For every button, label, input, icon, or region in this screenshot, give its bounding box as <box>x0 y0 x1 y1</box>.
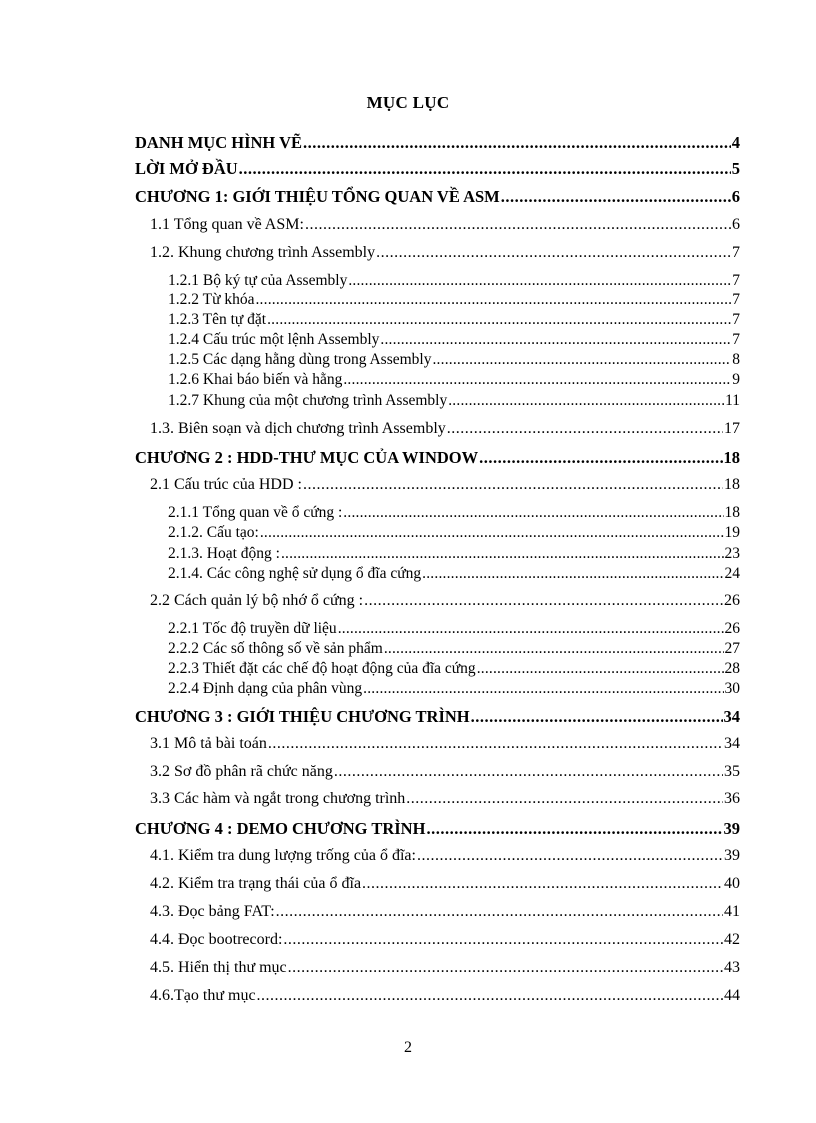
toc-entry-text: 1.2.5 Các dạng hằng dùng trong Assembly <box>168 351 432 368</box>
toc-entry-text: 2.2 Cách quản lý bộ nhớ ổ cứng : <box>150 592 364 609</box>
toc-leader-dots <box>376 244 731 262</box>
toc-entry-page: 9 <box>732 371 740 388</box>
toc-leader-dots <box>281 545 724 563</box>
toc-entry[interactable] <box>168 524 740 542</box>
toc-entry-text: CHƯƠNG 1: GIỚI THIỆU TỔNG QUAN VỀ ASM <box>135 187 500 206</box>
toc-entry-page: 7 <box>732 291 740 308</box>
toc-leader-dots <box>334 763 723 781</box>
toc-leader-dots <box>422 565 723 583</box>
toc-leader-dots <box>479 448 722 468</box>
toc-entry-text: 2.2.1 Tốc độ truyền dữ liệu <box>168 620 337 637</box>
toc-leader-dots <box>362 875 723 893</box>
toc-entry-text: CHƯƠNG 2 : HDD-THƯ MỤC CỦA WINDOW <box>135 448 479 467</box>
toc-entry[interactable] <box>150 847 740 865</box>
toc-entry-text: 1.2.6 Khai báo biến và hằng <box>168 371 343 388</box>
toc-entry[interactable] <box>135 133 740 153</box>
toc-leader-dots <box>255 291 731 309</box>
toc-entry-page: 44 <box>724 987 740 1004</box>
toc-entry[interactable] <box>150 216 740 234</box>
toc-entry-text: CHƯƠNG 3 : GIỚI THIỆU CHƯƠNG TRÌNH <box>135 707 470 726</box>
toc-entry-page: 18 <box>723 448 740 467</box>
toc-entry-text: 4.4. Đọc bootrecord: <box>150 931 283 948</box>
toc-entry[interactable] <box>150 959 740 977</box>
toc-entry[interactable] <box>168 680 740 698</box>
toc-leader-dots <box>477 660 724 678</box>
toc-entry-page: 6 <box>732 216 740 233</box>
toc-leader-dots <box>338 620 724 638</box>
toc-entry-text: 3.1 Mô tả bài toán <box>150 735 267 752</box>
toc-leader-dots <box>363 680 723 698</box>
toc-entry-text: 2.2.4 Định dạng của phân vùng <box>168 680 363 697</box>
toc-leader-dots <box>384 640 724 658</box>
toc-leader-dots <box>276 903 723 921</box>
toc-leader-dots <box>257 987 723 1005</box>
toc-entry-page: 28 <box>724 660 740 677</box>
toc-entry-text: 2.1.2. Cấu tạo: <box>168 524 259 541</box>
toc-entry-text: 1.2.7 Khung của một chương trình Assembly <box>168 392 448 409</box>
toc-entry[interactable] <box>168 545 740 563</box>
toc-entry[interactable] <box>135 819 740 839</box>
toc-leader-dots <box>343 504 723 522</box>
toc-entry[interactable] <box>135 159 740 179</box>
toc-entry[interactable] <box>150 987 740 1005</box>
toc-entry-page: 24 <box>724 565 740 582</box>
toc-entry-text: 4.2. Kiểm tra trạng thái của ổ đĩa <box>150 875 362 892</box>
toc-entry-page: 34 <box>724 735 740 752</box>
toc-entry[interactable] <box>150 476 740 494</box>
toc-entry-text: 2.1.3. Hoạt động : <box>168 545 280 562</box>
toc-entry[interactable] <box>150 420 740 438</box>
toc-entry[interactable] <box>168 311 740 329</box>
toc-leader-dots <box>417 847 723 865</box>
toc-entry[interactable] <box>168 351 740 369</box>
toc-entry[interactable] <box>150 735 740 753</box>
toc-entry[interactable] <box>135 448 740 468</box>
toc-entry-page: 41 <box>724 903 740 920</box>
toc-leader-dots <box>305 216 731 234</box>
toc-entry-page: 5 <box>731 159 740 178</box>
toc-entry-page: 17 <box>724 420 740 437</box>
toc-entry-page: 26 <box>724 620 740 637</box>
toc-entry-page: 19 <box>724 524 740 541</box>
toc-entry-text: 3.3 Các hàm và ngắt trong chương trình <box>150 790 406 807</box>
toc-entry-page: 7 <box>732 244 740 261</box>
toc-entry-text: 4.3. Đọc bảng FAT: <box>150 903 275 920</box>
toc-entry[interactable] <box>150 244 740 262</box>
toc-leader-dots <box>447 420 723 438</box>
toc-leader-dots <box>471 707 723 727</box>
toc-entry[interactable] <box>150 931 740 949</box>
toc-leader-dots <box>501 187 731 207</box>
toc-entry-page: 7 <box>732 311 740 328</box>
toc-entry-page: 8 <box>732 351 740 368</box>
toc-entry-page: 4 <box>731 133 740 152</box>
toc-entry-text: 4.6.Tạo thư mục <box>150 987 256 1004</box>
toc-entry-page: 42 <box>724 931 740 948</box>
toc-entry-text: 1.2. Khung chương trình Assembly <box>150 244 376 261</box>
toc-entry[interactable] <box>168 504 740 522</box>
toc-entry-text: CHƯƠNG 4 : DEMO CHƯƠNG TRÌNH <box>135 819 426 838</box>
toc-entry-page: 30 <box>724 680 740 697</box>
toc-entry-text: 2.1.1 Tổng quan về ổ cứng : <box>168 504 343 521</box>
toc-entry-text: 2.1 Cấu trúc của HDD : <box>150 476 302 493</box>
toc-entry-page: 39 <box>724 847 740 864</box>
toc-entry[interactable] <box>168 640 740 658</box>
toc-entry-page: 35 <box>724 763 740 780</box>
toc-leader-dots <box>364 592 723 610</box>
page-number: 2 <box>404 1039 412 1056</box>
toc-entry-text: 1.2.4 Cấu trúc một lệnh Assembly <box>168 331 380 348</box>
toc-entry-page: 40 <box>724 875 740 892</box>
toc-entry-page: 36 <box>724 790 740 807</box>
toc-entry[interactable] <box>150 592 740 610</box>
toc-leader-dots <box>239 159 731 179</box>
toc-entry-page: 7 <box>732 272 740 289</box>
toc-entry-text: 2.1.4. Các công nghệ sử dụng ổ đĩa cứng <box>168 565 422 582</box>
toc-entry-text: DANH MỤC HÌNH VẼ <box>135 133 302 152</box>
toc-leader-dots <box>267 311 731 329</box>
toc-entry-page: 7 <box>732 331 740 348</box>
toc-entry[interactable] <box>150 790 740 808</box>
toc-leader-dots <box>268 735 723 753</box>
toc-entry-text: 4.1. Kiểm tra dung lượng trống của ổ đĩa: <box>150 847 416 864</box>
toc-entry-page: 11 <box>725 392 740 409</box>
toc-entry-text: LỜI MỞ ĐẦU <box>135 159 238 178</box>
toc-entry-page: 23 <box>724 545 740 562</box>
toc-entry-text: 2.2.3 Thiết đặt các chế độ hoạt động của đĩa cứng <box>168 660 476 677</box>
toc-entry-text: 1.1 Tổng quan về ASM: <box>150 216 304 233</box>
toc-entry[interactable] <box>150 875 740 893</box>
toc-entry-text: 1.3. Biên soạn và dịch chương trình Assembly <box>150 420 446 437</box>
toc-entry[interactable] <box>150 903 740 921</box>
toc-leader-dots <box>260 524 724 542</box>
toc-entry[interactable] <box>168 660 740 678</box>
toc-entry[interactable] <box>168 291 740 309</box>
toc-leader-dots <box>432 351 731 369</box>
toc-entry-page: 39 <box>723 819 740 838</box>
toc-leader-dots <box>406 790 723 808</box>
toc-leader-dots <box>380 331 731 349</box>
toc-entry-text: 1.2.3 Tên tự đặt <box>168 311 267 328</box>
toc-leader-dots <box>303 476 723 494</box>
toc-entry[interactable] <box>135 707 740 727</box>
toc-entry-page: 27 <box>724 640 740 657</box>
toc-leader-dots <box>303 133 731 153</box>
toc-entry[interactable] <box>168 565 740 583</box>
toc-leader-dots <box>448 392 724 410</box>
toc-entry[interactable] <box>135 187 740 207</box>
toc-entry-page: 34 <box>723 707 740 726</box>
toc-entry[interactable] <box>168 272 740 290</box>
toc-entry-page: 18 <box>724 476 740 493</box>
toc-entry-text: 3.2 Sơ đồ phân rã chức năng <box>150 763 333 780</box>
toc-entry[interactable] <box>168 392 740 410</box>
toc-entry-text: 4.5. Hiển thị thư mục <box>150 959 287 976</box>
toc-entry-text: 2.2.2 Các số thông số về sản phẩm <box>168 640 383 657</box>
toc-entry-page: 43 <box>724 959 740 976</box>
toc-entry[interactable] <box>150 763 740 781</box>
toc-leader-dots <box>348 272 731 290</box>
toc-leader-dots <box>343 371 731 389</box>
toc-entry-text: 1.2.1 Bộ ký tự của Assembly <box>168 272 348 289</box>
toc-entry[interactable] <box>168 371 740 389</box>
toc-entry-text: 1.2.2 Từ khóa <box>168 291 255 308</box>
toc-entry[interactable] <box>168 620 740 638</box>
toc-entry-page: 6 <box>731 187 740 206</box>
toc-entry-page: 26 <box>724 592 740 609</box>
toc-leader-dots <box>288 959 723 977</box>
toc-entry[interactable] <box>168 331 740 349</box>
toc-title: MỤC LỤC <box>366 93 450 112</box>
toc-leader-dots <box>426 819 722 839</box>
toc-entry-page: 18 <box>724 504 740 521</box>
toc-leader-dots <box>283 931 723 949</box>
